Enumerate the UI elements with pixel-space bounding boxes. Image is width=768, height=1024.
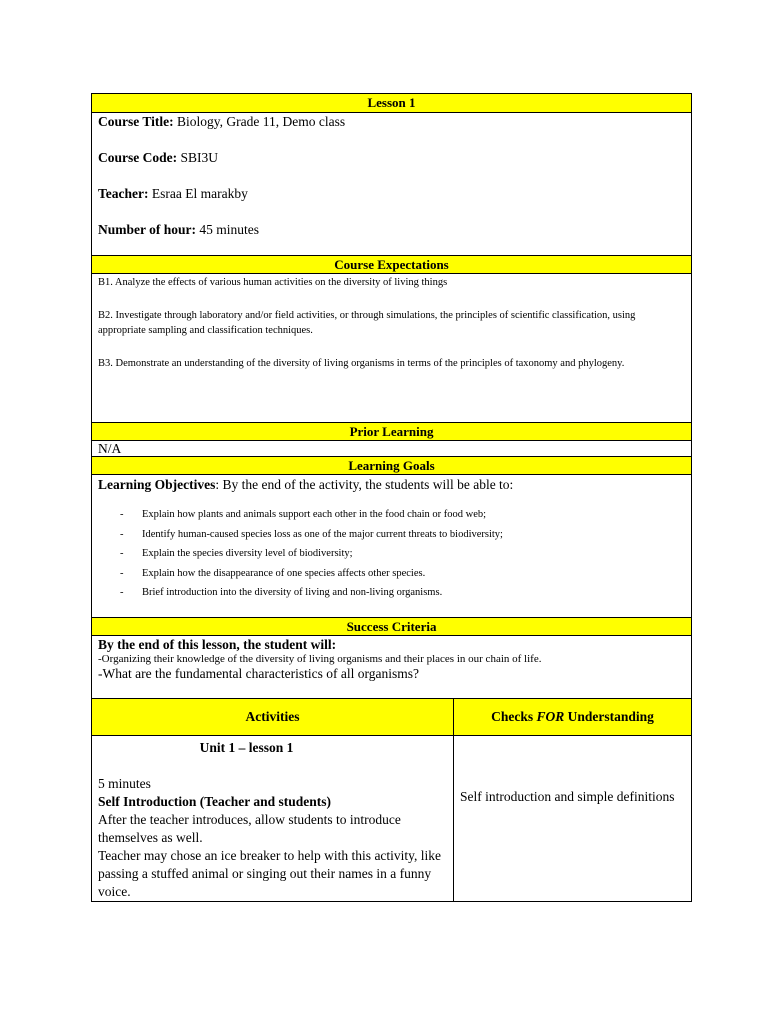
learning-objectives-text: : By the end of the activity, the students will be able to: [215,477,514,492]
learning-objectives-line [98,477,685,493]
bullet-dash: - [120,528,124,540]
activity-paragraph: Teacher may chose an ice breaker to help with this activity, like passing a stuffed animal or singing out their names in a funny voice. [98,848,442,899]
hours-line [98,221,685,239]
course-info-cell [92,113,692,256]
course-code-line [98,149,685,167]
course-title-label: Course Title: [98,114,174,129]
lesson-header: Lesson 1 [92,94,692,113]
course-code-value: SBI3U [177,150,219,165]
bullet-dash: - [120,567,124,579]
prior-learning-header: Prior Learning [92,423,692,441]
course-title-value: Biology, Grade 11, Demo class [173,114,346,129]
course-title-line [98,113,685,131]
hours-label: Number of hour: [98,222,197,237]
bullet-dash: - [120,587,124,598]
success-criteria-intro: By the end of this lesson, the student will: [98,637,337,652]
learning-goals-header: Learning Goals [92,457,692,475]
success-criteria-header: Success Criteria [92,618,692,636]
course-expectations-header: Course Expectations [92,256,692,274]
list-item: - Brief introduction into the diversity of living and non-living organisms. [98,583,685,603]
learning-objectives-list [98,505,685,603]
prior-learning-value: N/A [92,441,692,457]
checks-for-understanding-header: Checks FOR Understanding [454,699,692,736]
success-criteria-line: -Organizing their knowledge of the diversity of living organisms and their places in our chain of life. [98,653,542,665]
teacher-line [98,185,685,203]
list-item: - Explain how the disappearance of one species affects other species. [98,564,685,584]
expectation-item: B1. Analyze the effects of various human activities on the diversity of living things [98,277,448,288]
teacher-value: Esraa El marakby [148,186,248,201]
list-item: - Explain how plants and animals support each other in the food chain or food web; [98,505,685,525]
learning-objectives-label: Learning Objectives [98,477,216,492]
list-item: - Explain the species diversity level of biodiversity; [98,544,685,564]
activity-duration: 5 minutes [98,776,151,791]
learning-goals-cell [92,475,692,618]
checks-cell [454,736,692,902]
expectation-item: B3. Demonstrate an understanding of the diversity of living organisms in terms of the principles of taxonomy and phylogeny. [98,357,625,369]
teacher-label: Teacher: [98,186,149,201]
lesson-plan-table [91,93,692,902]
activity-paragraph: After the teacher introduces, allow students to introduce themselves as well. [98,812,401,845]
unit-title: Unit 1 – lesson 1 [199,740,294,755]
bullet-dash: - [120,548,124,559]
course-expectations-cell [92,274,692,423]
checks-text: Self introduction and simple definitions [460,789,675,804]
course-code-label: Course Code: [98,150,178,165]
bullet-dash: - [120,509,124,520]
activity-cell [92,736,454,902]
expectation-item: B2. Investigate through laboratory and/or field activities, or through simulations, the principles of scientific classification, using appropriate sampling and classification techniques. [98,309,636,336]
success-criteria-line: -What are the fundamental characteristics of all organisms? [98,666,419,681]
hours-value: 45 minutes [196,222,260,237]
list-item: - Identify human-caused species loss as one of the major current threats to biodiversity; [98,525,685,545]
activities-header: Activities [92,699,454,736]
checks-header-emphasis: FOR [536,709,565,724]
lesson-plan-document [91,93,691,902]
activity-title: Self Introduction (Teacher and students) [98,794,332,809]
success-criteria-cell [92,636,692,699]
